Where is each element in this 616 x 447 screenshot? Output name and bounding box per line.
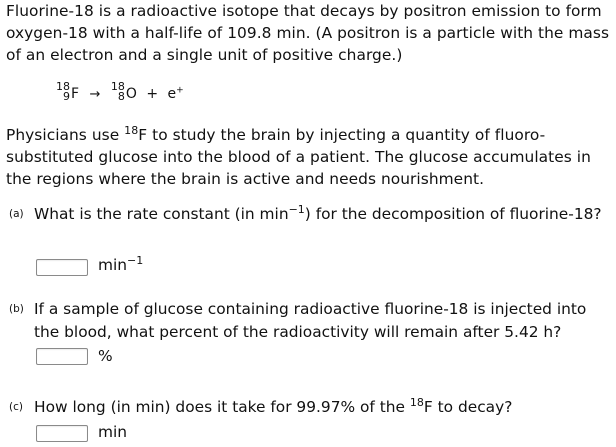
reactant-nuclide: [56, 79, 80, 106]
product-mass-number: 18: [110, 79, 125, 93]
intro-paragraph: [6, 0, 612, 66]
positron: [168, 86, 184, 102]
intro-text: Fluorine-18 is a radioactive isotope that decays by positron emission to form oxygen-18 with a half-life of 109.8 min. (A positron is a particle with the mass of an electron and a single unit of positive charge.): [6, 2, 610, 64]
positron-symbol: e: [167, 85, 177, 102]
part-c-iso-symbol: F: [423, 398, 433, 416]
positron-charge: +: [176, 85, 184, 95]
part-c-label: (c): [9, 401, 23, 413]
product-nuclide: [110, 79, 137, 106]
part-b-unit: %: [98, 347, 113, 365]
reactant-symbol: F: [71, 85, 80, 102]
part-b-answer-input[interactable]: [36, 348, 88, 365]
reaction-arrow: →: [89, 86, 101, 102]
part-a-unit-exponent: −1: [127, 254, 144, 267]
part-c-iso-mass: 18: [409, 396, 424, 409]
physicians-iso-mass: 18: [124, 124, 139, 137]
reactant-mass-number: 18: [56, 79, 70, 93]
part-c-unit: min: [98, 423, 128, 441]
physicians-text-before: Physicians use: [6, 126, 125, 144]
part-b-question: If a sample of glucose containing radioactive fluorine-18 is injected into the blood, what percent of the radioactivity will remain after 5.42 h?: [34, 300, 587, 341]
part-a-unit: [98, 255, 143, 275]
physicians-text-after: to study the brain by injecting a quantity of fluoro-substituted glucose into the blood of a patient. The glucose accumulates in the regions where the brain is active and needs nourishment.: [6, 126, 591, 188]
part-c-text-after: to decay?: [432, 398, 513, 416]
part-c-answer-input[interactable]: [36, 425, 88, 442]
part-c-text-before: How long (in min) does it take for 99.97% of the: [34, 398, 410, 416]
part-a-exponent: −1: [288, 203, 305, 216]
part-a-text-after: ) for the decomposition of fluorine-18?: [304, 205, 602, 223]
part-a-answer-input[interactable]: [36, 259, 88, 276]
part-c-question: [34, 396, 610, 419]
part-b-label: (b): [9, 303, 24, 315]
part-a-question: [34, 203, 610, 226]
product-atomic-number: 8: [117, 89, 125, 103]
part-a-unit-base: min: [98, 256, 128, 274]
reactant-atomic-number: 9: [63, 89, 70, 103]
product-symbol: O: [125, 85, 137, 102]
physicians-paragraph: [6, 124, 612, 190]
equation-plus: +: [146, 85, 159, 102]
part-a-label: (a): [9, 208, 24, 220]
part-a-text-before: What is the rate constant (in min: [34, 205, 289, 223]
decay-equation: [56, 78, 184, 107]
physicians-iso-symbol: F: [138, 126, 148, 144]
